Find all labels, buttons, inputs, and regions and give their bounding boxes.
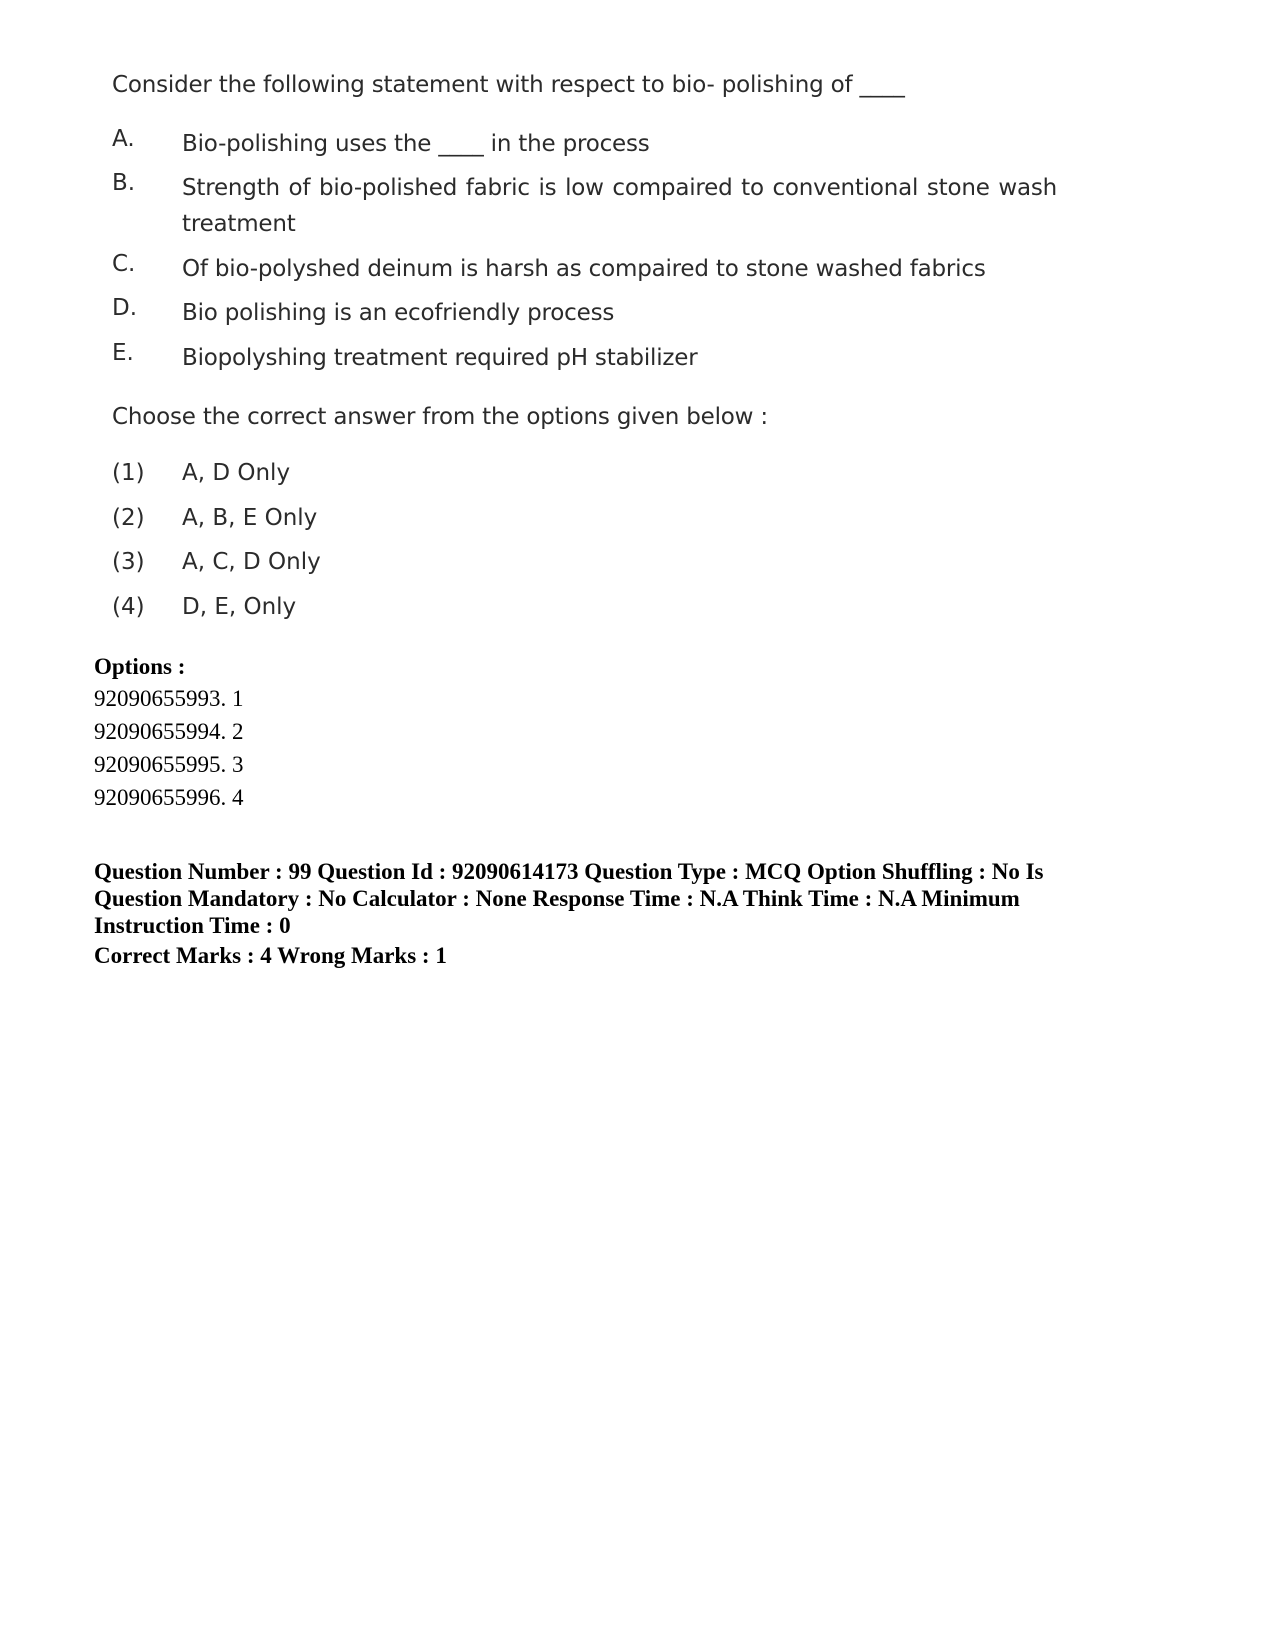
choice-text: A, D Only xyxy=(182,460,291,486)
question-metadata: Question Number : 99 Question Id : 92090614173 Question Type : MCQ Option Shuffling : No Is Question Mandatory : No Calculator : None Response Time : N.A Think Time : N.A Minimum Instruction Time : 0 xyxy=(94,859,1044,938)
statement-label: B. xyxy=(112,170,136,196)
answer-instruction: Choose the correct answer from the options given below : xyxy=(112,404,768,430)
statement-text: Biopolyshing treatment required pH stabilizer xyxy=(182,345,698,371)
choice-number: (1) xyxy=(112,460,145,486)
option-line: 92090655993. 1 xyxy=(94,686,244,711)
statement-label: C. xyxy=(112,251,136,277)
statement-text: Of bio-polyshed deinum is harsh as compaired to stone washed fabrics xyxy=(182,256,986,282)
options-heading: Options : xyxy=(94,654,186,679)
statement-text: Bio polishing is an ecofriendly process xyxy=(182,300,615,326)
choice-text: D, E, Only xyxy=(182,594,297,620)
choice-text: A, C, D Only xyxy=(182,549,321,575)
statement-text: Bio-polishing uses the ____ in the process xyxy=(182,131,650,157)
marks-info: Correct Marks : 4 Wrong Marks : 1 xyxy=(94,943,447,968)
option-line: 92090655994. 2 xyxy=(94,719,244,744)
statement-label: E. xyxy=(112,340,134,366)
statement-label: A. xyxy=(112,126,135,152)
statement-text: Strength of bio-polished fabric is low compaired to conventional stone wash treatment xyxy=(182,175,1057,237)
option-line: 92090655996. 4 xyxy=(94,785,244,810)
option-line: 92090655995. 3 xyxy=(94,752,244,777)
choice-number: (4) xyxy=(112,594,145,620)
statement-label: D. xyxy=(112,295,138,321)
choice-number: (3) xyxy=(112,549,145,575)
choice-number: (2) xyxy=(112,505,145,531)
question-stem: Consider the following statement with respect to bio- polishing of ____ xyxy=(112,72,905,98)
choice-text: A, B, E Only xyxy=(182,505,318,531)
